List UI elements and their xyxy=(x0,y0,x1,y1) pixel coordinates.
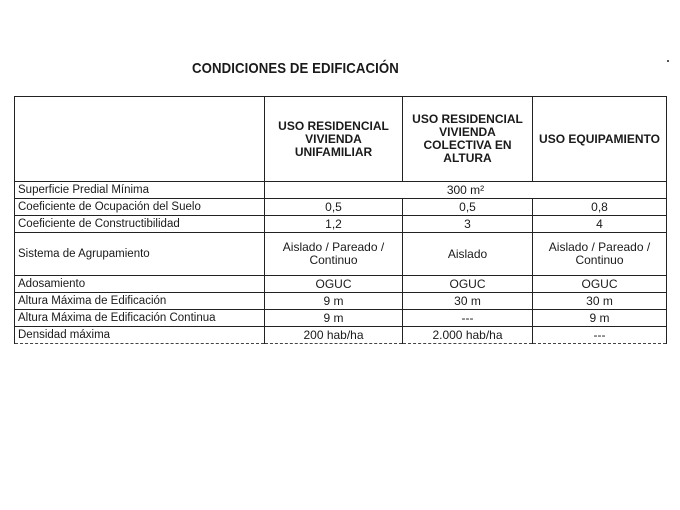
header-empty-cell xyxy=(15,97,265,182)
table-row xyxy=(15,276,667,293)
row-label: Coeficiente de Ocupación del Suelo xyxy=(15,199,265,216)
row-label: Adosamiento xyxy=(15,276,265,293)
value-cell: 0,5 xyxy=(403,199,533,216)
header-equipamiento: USO EQUIPAMIENTO xyxy=(533,97,667,182)
value-cell: Aislado / Pareado / Continuo xyxy=(265,233,403,276)
value-cell: Aislado xyxy=(403,233,533,276)
header-residencial-unifamiliar: USO RESIDENCIAL VIVIENDA UNIFAMILIAR xyxy=(265,97,403,182)
row-label: Altura Máxima de Edificación Continua xyxy=(15,310,265,327)
row-label: Superficie Predial Mínima xyxy=(15,182,265,199)
value-cell: 9 m xyxy=(533,310,667,327)
row-label: Sistema de Agrupamiento xyxy=(15,233,265,276)
table-header-row xyxy=(15,97,667,182)
value-cell: 9 m xyxy=(265,310,403,327)
header-residencial-colectiva: USO RESIDENCIAL VIVIENDA COLECTIVA EN ALTURA xyxy=(403,97,533,182)
value-cell: 0,5 xyxy=(265,199,403,216)
table-row xyxy=(15,293,667,310)
building-conditions-table xyxy=(14,96,667,344)
table-row xyxy=(15,182,667,199)
value-cell: 2.000 hab/ha xyxy=(403,327,533,344)
table-row xyxy=(15,216,667,233)
value-cell: 30 m xyxy=(533,293,667,310)
value-cell: --- xyxy=(533,327,667,344)
table-row xyxy=(15,199,667,216)
value-cell: OGUC xyxy=(403,276,533,293)
value-cell: 200 hab/ha xyxy=(265,327,403,344)
scan-speck xyxy=(667,60,669,62)
value-cell: 30 m xyxy=(403,293,533,310)
value-cell: 1,2 xyxy=(265,216,403,233)
value-cell: --- xyxy=(403,310,533,327)
row-label: Densidad máxima xyxy=(15,327,265,344)
row-label: Coeficiente de Constructibilidad xyxy=(15,216,265,233)
value-cell: OGUC xyxy=(265,276,403,293)
value-cell: 3 xyxy=(403,216,533,233)
table-row xyxy=(15,233,667,276)
value-cell: Aislado / Pareado / Continuo xyxy=(533,233,667,276)
document-title: CONDICIONES DE EDIFICACIÓN xyxy=(192,60,399,77)
value-cell: OGUC xyxy=(533,276,667,293)
value-cell: 4 xyxy=(533,216,667,233)
value-cell: 9 m xyxy=(265,293,403,310)
value-cell: 0,8 xyxy=(533,199,667,216)
table-row xyxy=(15,310,667,327)
table-row xyxy=(15,327,667,344)
row-label: Altura Máxima de Edificación xyxy=(15,293,265,310)
merged-value-cell: 300 m² xyxy=(265,182,667,199)
